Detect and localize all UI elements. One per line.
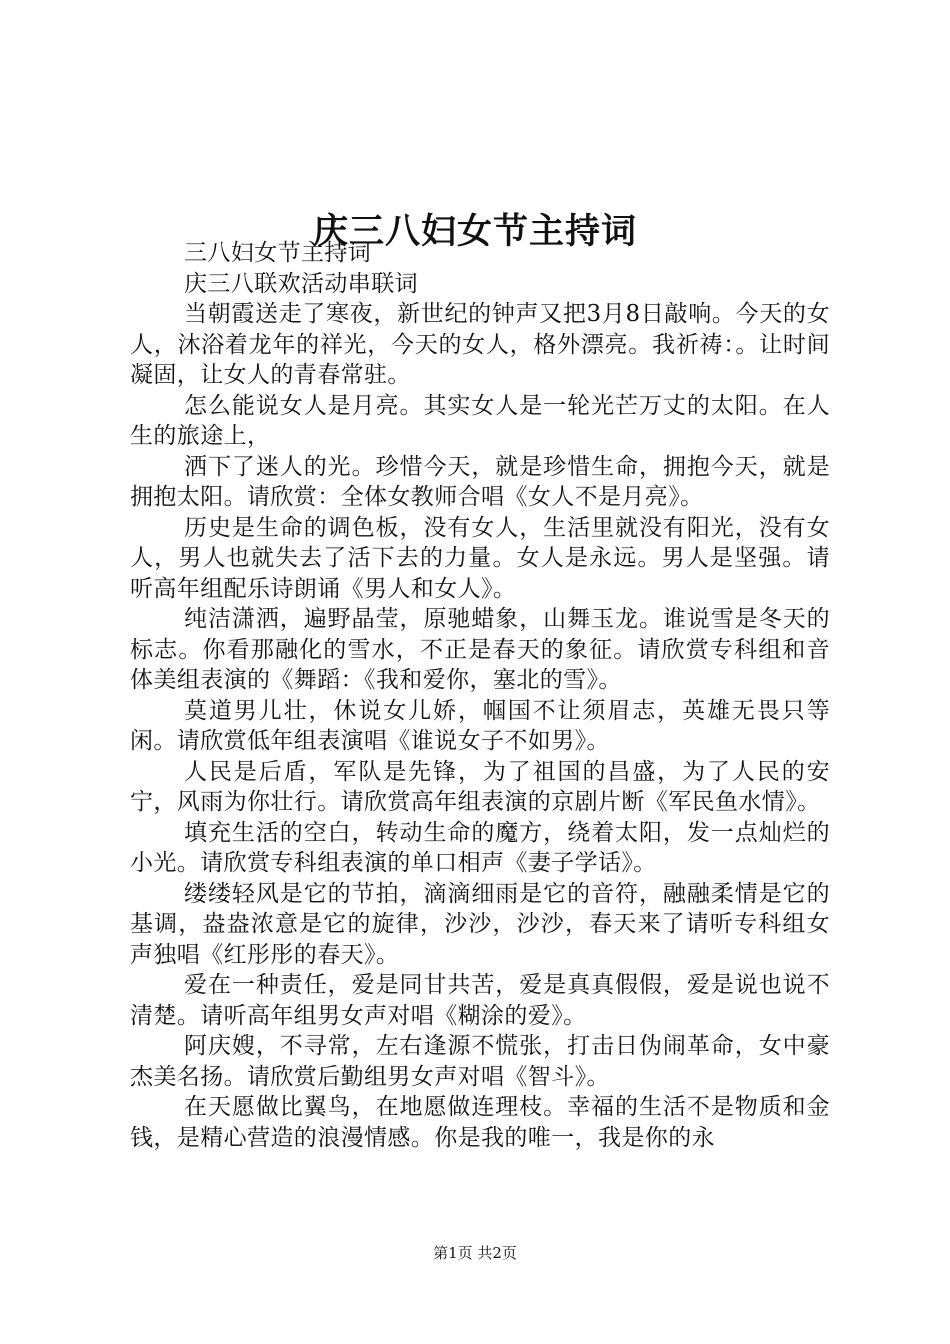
paragraph: 莫道男儿壮，休说女儿娇，帼国不让须眉志，英雄无畏只等闲。请欣赏低年组表演唱《谁说女子不如男》。 bbox=[130, 697, 830, 754]
paragraph: 缕缕轻风是它的节拍，滴滴细雨是它的音符，融融柔情是它的基调，盎盎浓意是它的旋律，沙沙，沙沙，春天来了请听专科组女声独唱《红彤彤的春天》。 bbox=[130, 880, 830, 968]
paragraph: 纯洁潇洒，遍野晶莹，原驰蜡象，山舞玉龙。谁说雪是冬天的标志。你看那融化的雪水，不正是春天的象征。请欣赏专科组和音体美组表演的《舞蹈：《我和爱你，塞北的雪》。 bbox=[130, 606, 830, 693]
paragraph: 洒下了迷人的光。珍惜今天，就是珍惜生命，拥抱今天，就是拥抱太阳。请欣赏：全体女教师合唱《女人不是月亮》。 bbox=[130, 453, 830, 510]
paragraph: 历史是生命的调色板，没有女人，生活里就没有阳光，没有女人，男人也就失去了活下去的力量。女人是永远。男人是坚强。请听高年组配乐诗朗诵《男人和女人》。 bbox=[130, 514, 830, 602]
paragraph: 填充生活的空白，转动生命的魔方，绕着太阳，发一点灿烂的小光。请欣赏专科组表演的单口相声《妻子学话》。 bbox=[130, 819, 830, 876]
paragraph: 三八妇女节主持词 bbox=[184, 240, 372, 266]
paragraph: 庆三八联欢活动串联词 bbox=[184, 270, 418, 297]
paragraph: 当朝霞送走了寒夜，新世纪的钟声又把3月8日敲响。今天的女人，沐浴着龙年的祥光，今天的女人，格外漂亮。我祈祷：。让时间凝固，让女人的青春常驻。 bbox=[130, 301, 830, 388]
paragraph: 阿庆嫂，不寻常，左右逢源不慌张，打击日伪闹革命，女中豪杰美名扬。请欣赏后勤组男女声对唱《智斗》。 bbox=[130, 1033, 830, 1090]
page-number-footer: 第1页 共2页 bbox=[433, 1244, 517, 1262]
paragraph: 人民是后盾，军队是先锋，为了祖国的昌盛，为了人民的安宁，风雨为你壮行。请欣赏高年组表演的京剧片断《军民鱼水情》。 bbox=[130, 758, 830, 815]
document-body bbox=[130, 238, 830, 1153]
paragraph: 在天愿做比翼鸟，在地愿做连理枝。幸福的生活不是物质和金钱，是精心营造的浪漫情感。你是我的唯一，我是你的永 bbox=[130, 1094, 830, 1151]
paragraph: 爱在一种责任，爱是同甘共苦，爱是真真假假，爱是说也说不清楚。请听高年组男女声对唱《糊涂的爱》。 bbox=[130, 972, 830, 1029]
paragraph: 怎么能说女人是月亮。其实女人是一轮光芒万丈的太阳。在人生的旅途上， bbox=[130, 392, 830, 449]
document-title: 庆三八妇女节主持词 bbox=[312, 211, 637, 253]
